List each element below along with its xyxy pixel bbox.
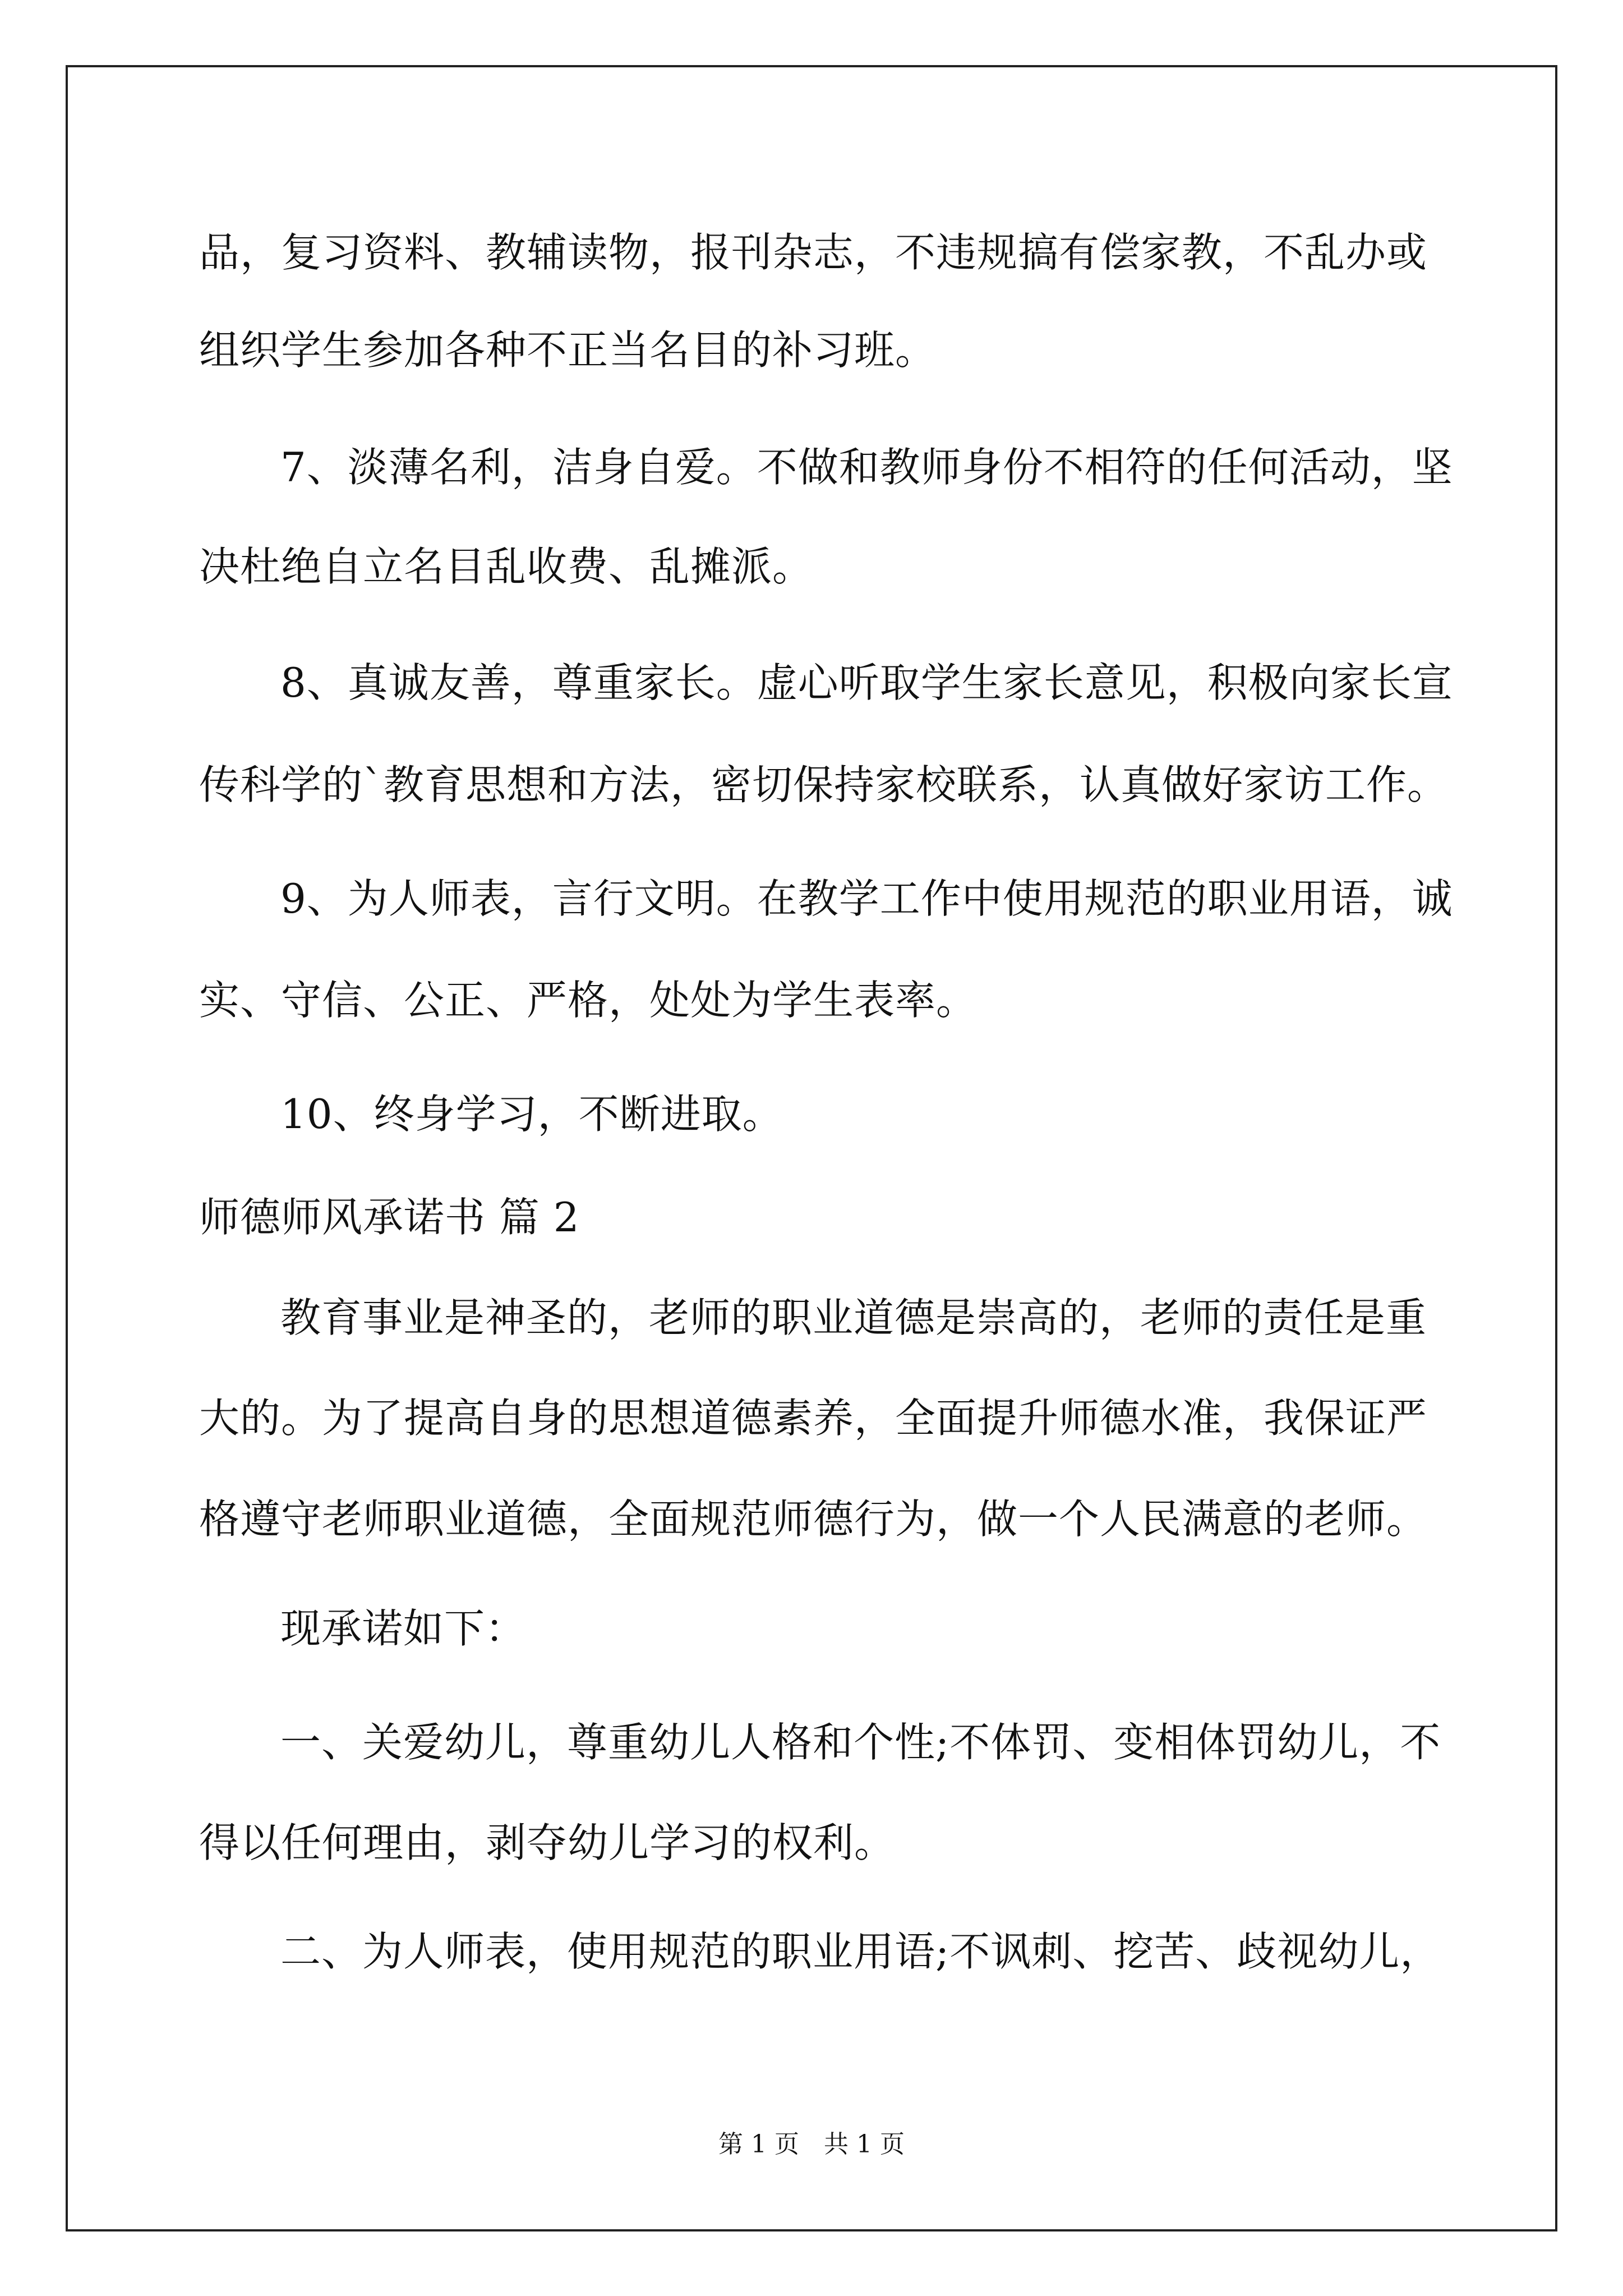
text-line: 得以任何理由，剥夺幼儿学习的权利。	[199, 1819, 896, 1866]
text-line: 大的。为了提高自身的思想道德素养，全面提升师德水准，我保证严	[199, 1395, 1428, 1442]
page-border	[66, 65, 1557, 2231]
text-line: 现承诺如下：	[280, 1605, 527, 1652]
text-line: 8、真诚友善，尊重家长。虚心听取学生家长意见，积极向家长宣	[280, 659, 1453, 706]
text-line: 二、为人师表，使用规范的职业用语;不讽刺、挖苦、歧视幼儿，	[280, 1928, 1441, 1975]
text-line: 9、为人师表，言行文明。在教学工作中使用规范的职业用语，诚	[280, 875, 1453, 922]
text-line: 10、终身学习，不断进取。	[280, 1091, 783, 1138]
section-heading: 师德师风承诺书 篇 2	[199, 1194, 580, 1241]
text-line: 一、关爱幼儿，尊重幼儿人格和个性;不体罚、变相体罚幼儿，不	[280, 1719, 1441, 1766]
page-footer: 第 1 页 共 1 页	[718, 2130, 905, 2159]
text-line: 实、守信、公正、严格，处处为学生表率。	[199, 977, 978, 1024]
text-line: 传科学的`教育思想和方法，密切保持家校联系，认真做好家访工作。	[199, 761, 1449, 808]
text-line: 决杜绝自立名目乱收费、乱摊派。	[199, 543, 814, 590]
text-line: 教育事业是神圣的，老师的职业道德是崇高的，老师的责任是重	[280, 1294, 1427, 1341]
text-line: 格遵守老师职业道德，全面规范师德行为，做一个人民满意的老师。	[199, 1496, 1428, 1543]
text-line: 组织学生参加各种不正当名目的补习班。	[199, 326, 937, 374]
text-line: 7、淡薄名利，洁身自爱。不做和教师身份不相符的任何活动，坚	[280, 444, 1453, 491]
text-line: 品，复习资料、教辅读物，报刊杂志，不违规搞有偿家教，不乱办或	[199, 229, 1428, 276]
